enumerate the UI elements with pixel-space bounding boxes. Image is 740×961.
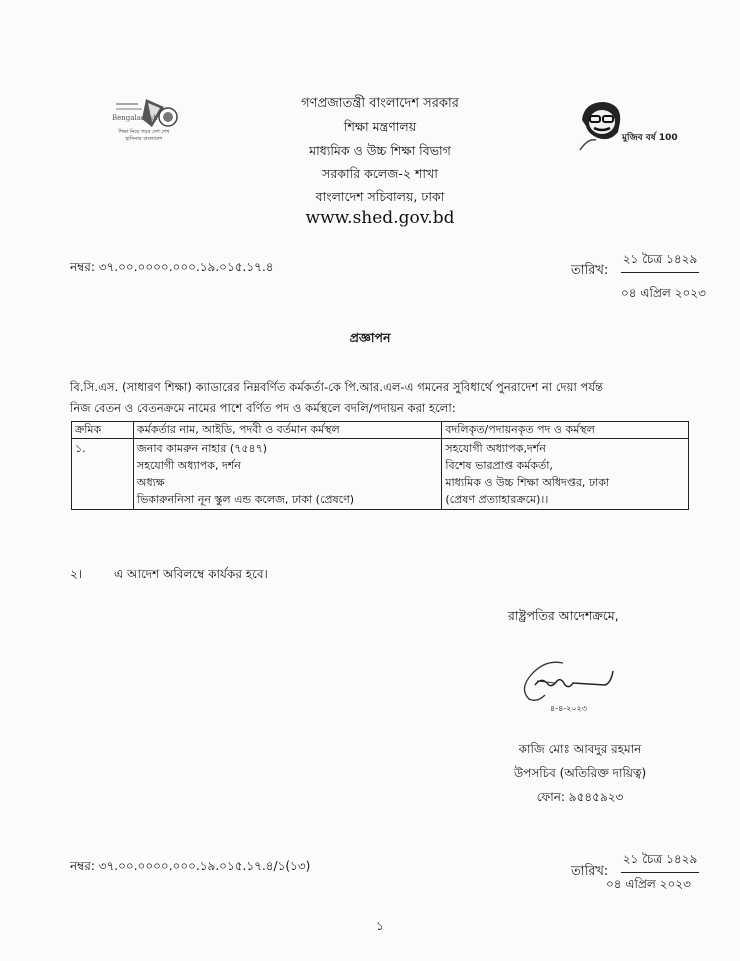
branch-name: সরকারি কলেজ-২ শাখা bbox=[322, 166, 438, 181]
header-current: কর্মকর্তার নাম, আইডি, পদবী ও বর্তমান কর্মস্থল bbox=[133, 422, 441, 439]
date-bangla-copy: ২১ চৈত্র ১৪২৯ bbox=[621, 851, 700, 873]
clause-2-text: এ আদেশ অবিলম্বে কার্যকর হবে। bbox=[114, 567, 268, 581]
table-header-row bbox=[72, 422, 689, 439]
date-block-copy bbox=[614, 851, 706, 873]
logo-wordmark: Bengaladesh bbox=[112, 114, 158, 122]
date-english: ০৪ এপ্রিল ২০২৩ bbox=[621, 286, 706, 300]
intro-line-2: নিজ বেতন ও বেতনক্রমে নামের পাশে বর্ণিত পদ ও কর্মস্থলে বদলি/পদায়ন করা হলো: bbox=[70, 401, 456, 415]
cell-new bbox=[442, 439, 689, 510]
date-label: তারিখ: bbox=[571, 263, 609, 278]
division-name: মাধ্যমিক ও উচ্চ শিক্ষা বিভাগ bbox=[309, 143, 451, 158]
website-link[interactable]: www.shed.gov.bd bbox=[305, 208, 455, 228]
signature-icon bbox=[515, 655, 625, 705]
mujib-logo-text: মুজিব বর্ষ 100 bbox=[622, 133, 678, 143]
ministry-name: শিক্ষা মন্ত্রণালয় bbox=[343, 119, 417, 134]
education-ministry-logo bbox=[108, 97, 180, 147]
cell-current bbox=[133, 439, 441, 510]
government-name: গণপ্রজাতন্ত্রী বাংলাদেশ সরকার bbox=[301, 96, 459, 111]
office-address: বাংলাদেশ সচিবালয়, ঢাকা bbox=[315, 189, 445, 204]
signatory-designation: উপসচিব (অতিরিক্ত দায়িত্ব) bbox=[513, 766, 647, 780]
clause-2-number: ২। bbox=[70, 567, 83, 581]
header-new: বদলিকৃত/পদায়নকৃত পদ ও কর্মস্থল bbox=[442, 422, 689, 439]
table-row bbox=[72, 439, 689, 510]
memo-number-copy: নম্বর: ৩৭.০০.০০০০.০০০.১৯.০১৫.১৭.৪/১(১৩) bbox=[70, 859, 311, 873]
new-note: (প্রেষণ প্রত্যাহারক্রমে)।। bbox=[445, 493, 549, 506]
logo-tagline: শিক্ষা নিয়ে গড়ব দেশ শেখ হাসিনার বাংলাদেশ bbox=[118, 129, 170, 142]
officer-designation: সহযোগী অধ্যাপক, দর্শন bbox=[136, 459, 241, 472]
new-designation: সহযোগী অধ্যাপক,দর্শন bbox=[445, 442, 546, 455]
date-bangla: ২১ চৈত্র ১৪২৯ bbox=[621, 251, 700, 273]
officer-name: জনাব কামরুন নাহার (৭৫৪৭) bbox=[136, 442, 268, 455]
signatory-name: কাজি মোঃ আবদুর রহমান bbox=[518, 742, 642, 756]
signatory-phone: ফোন: ৯৫৪৫৯২৩ bbox=[536, 790, 624, 804]
date-block bbox=[614, 251, 706, 273]
page-number: ১ bbox=[376, 919, 384, 933]
new-role: বিশেষ ভারপ্রাপ্ত কর্মকর্তা, bbox=[445, 459, 553, 472]
cell-serial: ১. bbox=[72, 439, 134, 510]
signature-date: ৪-৪-২০২৩ bbox=[550, 704, 587, 713]
presidential-order-line: রাষ্ট্রপতির আদেশক্রমে, bbox=[508, 608, 619, 623]
header-serial: ক্রমিক bbox=[72, 422, 134, 439]
memo-number: নম্বর: ৩৭.০০.০০০০.০০০.১৯.০১৫.১৭.৪ bbox=[70, 260, 274, 274]
date-label-copy: তারিখ: bbox=[571, 864, 609, 879]
mujib-borsho-logo bbox=[574, 98, 678, 152]
intro-line-1: বি.সি.এস. (সাধারণ শিক্ষা) ক্যাডারের নিম্নবর্ণিত কর্মকর্তা-কে পি.আর.এল-এ গমনের সুবিধার্থে পুনরাদেশ না দেয়া পর্যন্ত bbox=[70, 380, 604, 394]
date-english-copy: ০৪ এপ্রিল ২০২৩ bbox=[606, 877, 691, 891]
new-workplace: মাধ্যমিক ও উচ্চ শিক্ষা অধিদপ্তর, ঢাকা bbox=[445, 476, 610, 489]
document-title: প্রজ্ঞাপন bbox=[349, 330, 391, 345]
transfer-table bbox=[71, 421, 689, 510]
logo-emblem-icon bbox=[108, 97, 180, 129]
officer-role: অধ্যক্ষ bbox=[136, 476, 165, 489]
officer-workplace: ভিকারুননিসা নূন স্কুল এন্ড কলেজ, ঢাকা (প্রেষণে) bbox=[136, 493, 355, 506]
